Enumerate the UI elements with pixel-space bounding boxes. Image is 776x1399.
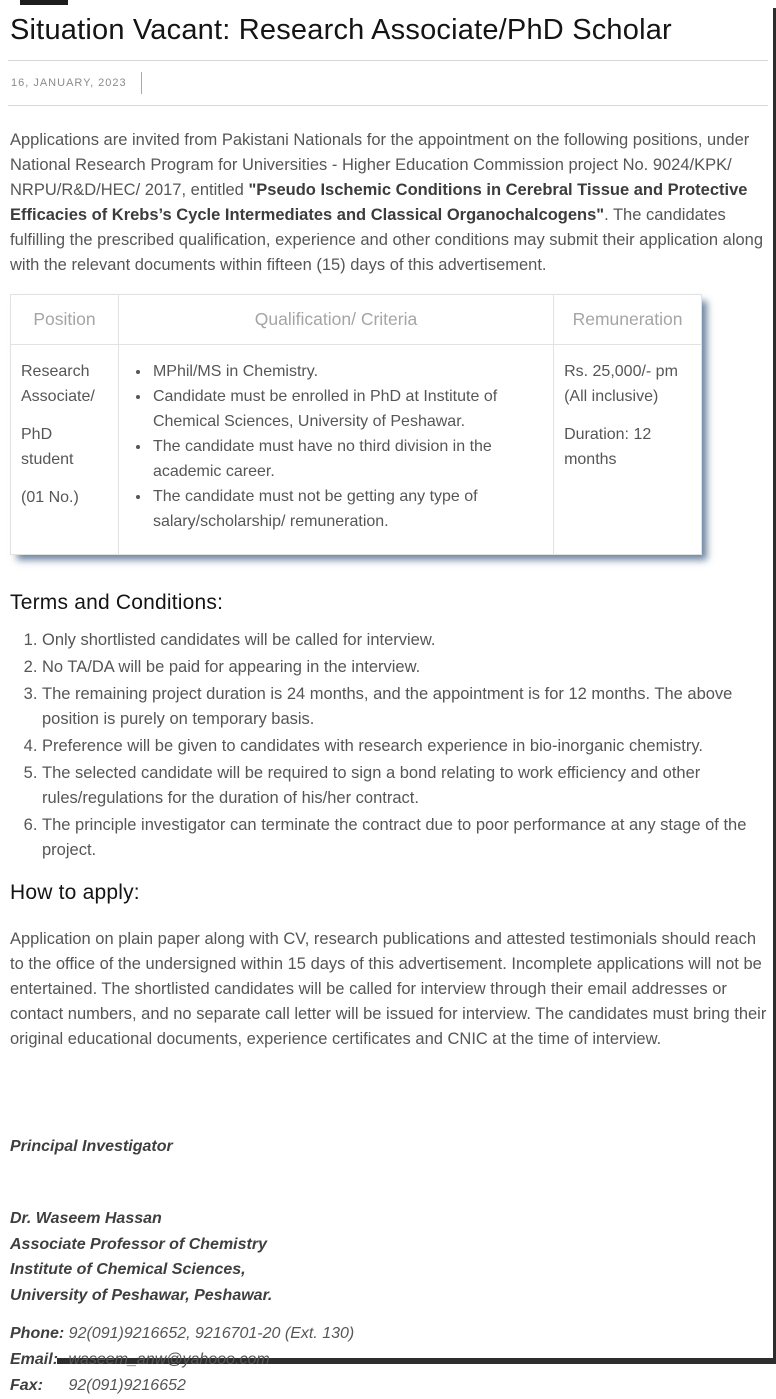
signature-block [10,1138,768,1399]
intro-text-end: . The candidates fulfilling the prescribed qualification, experience and other conditions may submit their application along with the relevant documents within fifteen (15) days of this advertisement. [10,206,764,274]
intro-text-start: Applications are invited from Pakistani Nationals for the appointment on the following positions, under National Research Program for Universities - Higher Education Commission project No. 9024/KPK/ NRPU/R&D/HEC/ 2017, entitled [10,131,750,199]
signatory-university: University of Peshawar, Peshawar. [10,1286,273,1304]
vacancy-table [10,294,702,555]
signatory-name: Dr. Waseem Hassan [10,1210,162,1227]
position-line: Research Associate/ [21,363,95,405]
header-remuneration: Remuneration [554,295,702,345]
contact-fax-row [10,1373,768,1399]
date-separator [141,72,142,94]
contact-phone-row [10,1321,768,1347]
table-row [11,345,702,555]
phone-label: Phone: [10,1325,65,1342]
fax-value: 92(091)9216652 [68,1377,186,1394]
terms-item: 3. The remaining project duration is 24 months, and the appointment is for 12 months. The above position is purely on temporary basis. [42,682,768,732]
post-meta [8,61,768,105]
header-position: Position [11,295,119,345]
terms-item: 5. The selected candidate will be required to sign a bond relating to work efficiency and other rules/regulations for the duration of his/her contract. [42,761,768,811]
fax-label: Fax: [10,1377,43,1394]
page-title: Situation Vacant: Research Associate/PhD Scholar [10,14,672,46]
criteria-item: • The candidate must not be getting any type of salary/scholarship/ remuneration. [151,484,543,534]
position-line: (01 No.) [21,489,79,506]
cell-criteria [118,345,553,555]
terms-item: 4. Preference will be given to candidates with research experience in bio-inorganic chemistry. [42,734,768,759]
criteria-item: • The candidate must have no third division in the academic career. [151,434,543,484]
position-line: PhD student [21,426,74,468]
signatory-details [10,1206,768,1308]
how-to-apply-paragraph: Application on plain paper along with CV, research publications and attested testimonials should reach to the office of the undersigned within 15 days of this advertisement. Incomplete applications will not be entertained. The shortlisted candidates will be called for interview through their email addresses or contact numbers, and no separate call letter will be issued for interview. The candidates must bring their original educational documents, experience certificates and CNIC at the time of interview. [10,930,767,1048]
criteria-item: • MPhil/MS in Chemistry. [151,359,543,384]
post-date: 16, JANUARY, 2023 [11,77,127,89]
project-title-bold: "Pseudo Ischemic Conditions in Cerebral Tissue and Protective Efficacies of Krebs’s Cycle Intermediates and Classical Organochalcogens" [10,181,748,224]
terms-list [10,628,768,863]
intro-paragraph [10,128,768,278]
contact-email-row [10,1347,768,1373]
email-label: Email: [10,1351,59,1368]
signatory-title: Associate Professor of Chemistry [10,1235,267,1253]
how-to-apply-heading: How to apply: [10,881,140,904]
phone-value: 92(091)9216652, 9216701-20 (Ext. 130) [68,1325,355,1342]
signatory-role: Principal Investigator [10,1138,173,1155]
cell-position [11,345,119,555]
terms-heading: Terms and Conditions: [10,591,224,614]
divider-under-date [8,105,768,106]
criteria-list [129,359,543,534]
header-qualification: Qualification/ Criteria [118,295,553,345]
cell-remuneration [554,345,702,555]
terms-item: 2. No TA/DA will be paid for appearing in the interview. [42,655,768,680]
terms-item: 6. The principle investigator can terminate the contract due to poor performance at any stage of the project. [42,813,768,863]
email-value: waseem_anw@yahooo.com [68,1351,270,1368]
terms-item: 1. Only shortlisted candidates will be called for interview. [42,628,768,653]
contact-block [10,1321,768,1399]
remuneration-duration: Duration: 12 months [564,426,652,468]
signatory-institute: Institute of Chemical Sciences, [10,1261,246,1278]
remuneration-amount: Rs. 25,000/- pm (All inclusive) [564,363,678,405]
table-header-row [11,295,702,345]
criteria-item: • Candidate must be enrolled in PhD at Institute of Chemical Sciences, University of Peshawar. [151,384,543,434]
